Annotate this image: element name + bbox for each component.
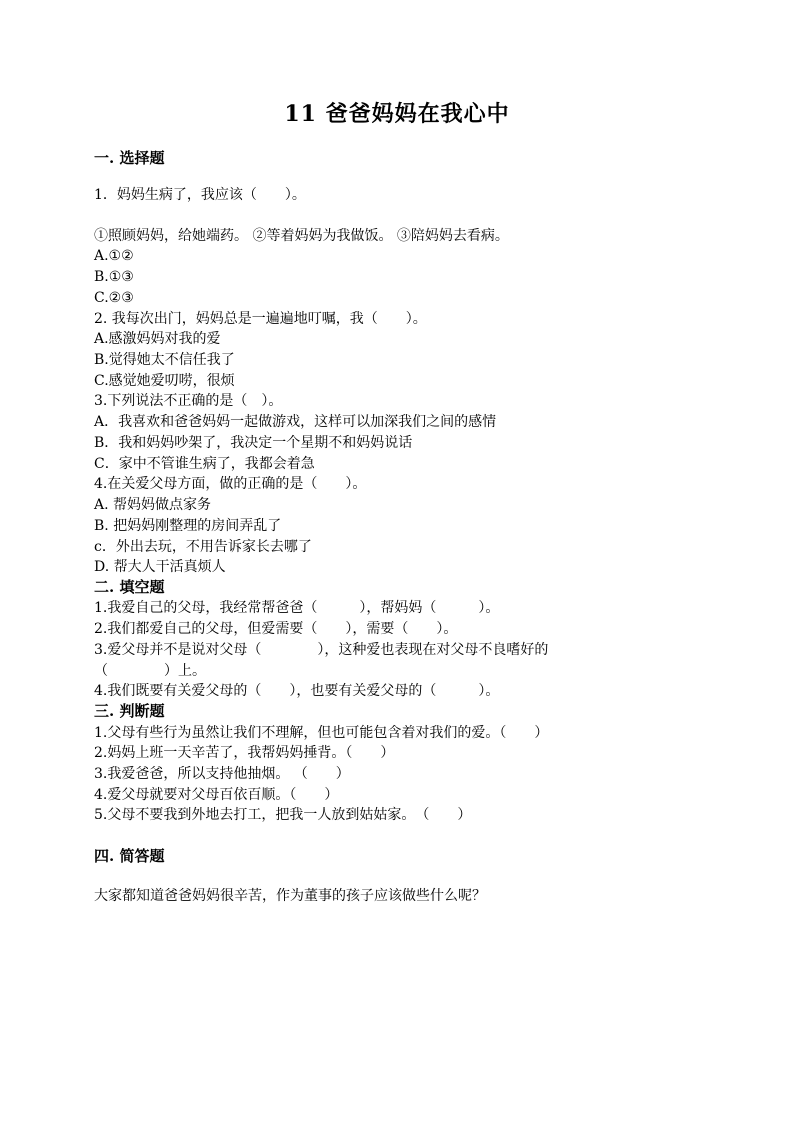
- q4-option-c: c．外出去玩，不用告诉家长去哪了: [94, 539, 312, 555]
- q3-stem: 3.下列说法不正确的是（ ）。: [94, 393, 283, 409]
- section-heading-fill: 二. 填空题: [94, 578, 165, 596]
- fill-item-1: 1.我爱自己的父母，我经常帮爸爸（ ），帮妈妈（ ）。: [94, 600, 500, 616]
- page-title: 11 爸爸妈妈在我心中: [284, 101, 510, 127]
- q1-option-a: A.①②: [94, 248, 134, 264]
- q1-option-c: C.②③: [94, 290, 134, 306]
- q3-option-c: C．家中不管谁生病了，我都会着急: [94, 456, 315, 472]
- q1-option-b: B.①③: [94, 269, 134, 285]
- q2-option-c: C.感觉她爱叨唠，很烦: [94, 373, 235, 389]
- judge-item-5: 5.父母不要我到外地去打工，把我一人放到姑姑家。 （ ）: [94, 807, 472, 823]
- fill-item-2: 2.我们都爱自己的父母，但爱需要（ ），需要（ ）。: [94, 621, 458, 637]
- q1-stem: 1．妈妈生病了，我应该（ ）。: [94, 187, 306, 203]
- q4-option-a: A. 帮妈妈做点家务: [94, 497, 212, 513]
- q1-options-line: ①照顾妈妈，给她端药。 ②等着妈妈为我做饭。 ③陪妈妈去看病。: [94, 228, 509, 244]
- short-answer-question: 大家都知道爸爸妈妈很辛苦，作为董事的孩子应该做些什么呢？: [94, 888, 486, 904]
- q4-option-b: B. 把妈妈刚整理的房间弄乱了: [94, 518, 282, 534]
- fill-item-4: 4.我们既要有关爱父母的（ ），也要有关爱父母的（ ）。: [94, 683, 500, 699]
- judge-item-4: 4.爱父母就要对父母百依百顺。（ ）: [94, 787, 339, 803]
- judge-item-3: 3.我爱爸爸，所以支持他抽烟。 （ ）: [94, 766, 350, 782]
- section-heading-judge: 三. 判断题: [94, 702, 165, 720]
- q3-option-a: A．我喜欢和爸爸妈妈一起做游戏，这样可以加深我们之间的感情: [94, 414, 497, 430]
- fill-item-3-part-2: （ ）上。: [94, 663, 206, 679]
- judge-item-1: 1.父母有些行为虽然让我们不理解，但也可能包含着对我们的爱。（ ）: [94, 725, 549, 741]
- q2-option-b: B.觉得她太不信任我了: [94, 352, 235, 368]
- fill-item-3-part-1: 3.爱父母并不是说对父母（ ），这种爱也表现在对父母不良嗜好的: [94, 642, 549, 658]
- section-heading-short-answer: 四. 简答题: [94, 847, 165, 865]
- q2-stem: 2. 我每次出门，妈妈总是一遍遍地叮嘱，我（ ）。: [94, 311, 427, 327]
- q3-option-b: B．我和妈妈吵架了，我决定一个星期不和妈妈说话: [94, 435, 413, 451]
- q4-option-d: D. 帮大人干活真烦人: [94, 559, 226, 575]
- section-heading-choice: 一. 选择题: [94, 149, 165, 167]
- q4-stem: 4.在关爱父母方面，做的正确的是（ ）。: [94, 476, 367, 492]
- q2-option-a: A.感激妈妈对我的爱: [94, 331, 221, 347]
- judge-item-2: 2.妈妈上班一天辛苦了，我帮妈妈捶背。（ ）: [94, 745, 395, 761]
